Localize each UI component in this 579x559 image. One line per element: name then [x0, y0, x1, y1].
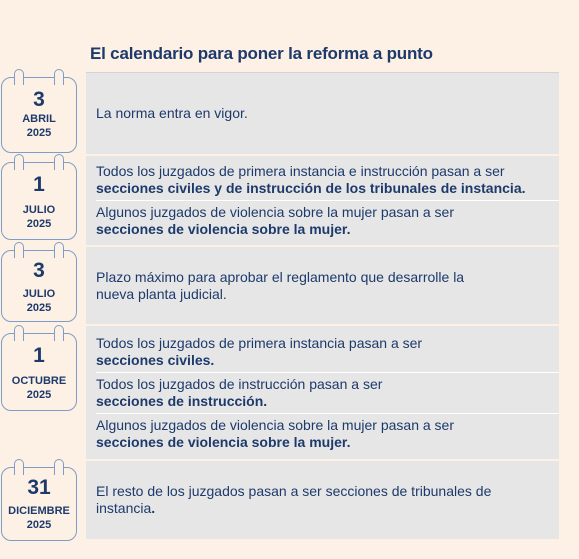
calendar-month: JULIO — [22, 288, 56, 300]
calendar-day: 1 — [33, 344, 45, 367]
calendar-year: 2025 — [26, 389, 52, 401]
calendar-ring-icon — [14, 459, 24, 475]
calendar-year: 2025 — [26, 218, 52, 230]
entry-text: Plazo máximo para aprobar el reglamento que desarrolle la nueva planta judicial. — [96, 268, 465, 302]
timeline-row-3 — [86, 326, 559, 459]
calendar-icon — [1, 77, 77, 153]
entry-text: Algunos juzgados de violencia sobre la mujer pasan a ser secciones de violencia sobre la mujer. — [96, 413, 559, 454]
calendar-day: 1 — [33, 173, 45, 196]
calendar-month: ABRIL — [22, 113, 56, 125]
calendar-ring-icon — [54, 325, 64, 341]
entry-text: Todos los juzgados de instrucción pasan a ser secciones de instrucción. — [96, 372, 559, 413]
timeline-row-4 — [86, 461, 559, 539]
timeline-row-2 — [86, 247, 559, 324]
calendar-month: DICIEMBRE — [8, 505, 70, 517]
calendar-ring-icon — [14, 69, 24, 85]
calendar-month: JULIO — [22, 204, 56, 216]
calendar-year: 2025 — [26, 302, 52, 314]
calendar-icon — [1, 467, 77, 541]
timeline-row-1 — [86, 156, 559, 245]
entry-text: La norma entra en vigor. — [96, 105, 248, 121]
entry-text: El resto de los juzgados pasan a ser secciones de tribunales de instancia. — [96, 483, 492, 516]
calendar-icon — [1, 250, 77, 322]
calendar-ring-icon — [14, 242, 24, 258]
calendar-ring-icon — [14, 154, 24, 170]
entry-text: Algunos juzgados de violencia sobre la mujer pasan a ser secciones de violencia sobre la mujer. — [96, 200, 559, 241]
calendar-icon — [1, 162, 77, 240]
timeline-row-0 — [86, 72, 559, 154]
calendar-ring-icon — [54, 69, 64, 85]
calendar-month: OCTUBRE — [11, 375, 67, 387]
calendar-day: 3 — [33, 259, 45, 282]
calendar-ring-icon — [54, 242, 64, 258]
calendar-year: 2025 — [26, 127, 52, 139]
calendar-ring-icon — [14, 325, 24, 341]
calendar-ring-icon — [54, 154, 64, 170]
calendar-day: 31 — [27, 476, 51, 499]
page-title: El calendario para poner la reforma a punto — [90, 44, 433, 63]
calendar-year: 2025 — [26, 519, 52, 531]
entry-text: Todos los juzgados de primera instancia e instrucción pasan a ser secciones civiles y de instrucción de los tribunales de instancia. — [96, 163, 526, 196]
calendar-day: 3 — [33, 88, 45, 111]
calendar-icon — [1, 333, 77, 411]
entry-text: Todos los juzgados de primera instancia pasan a ser secciones civiles. — [96, 334, 423, 368]
calendar-ring-icon — [54, 459, 64, 475]
